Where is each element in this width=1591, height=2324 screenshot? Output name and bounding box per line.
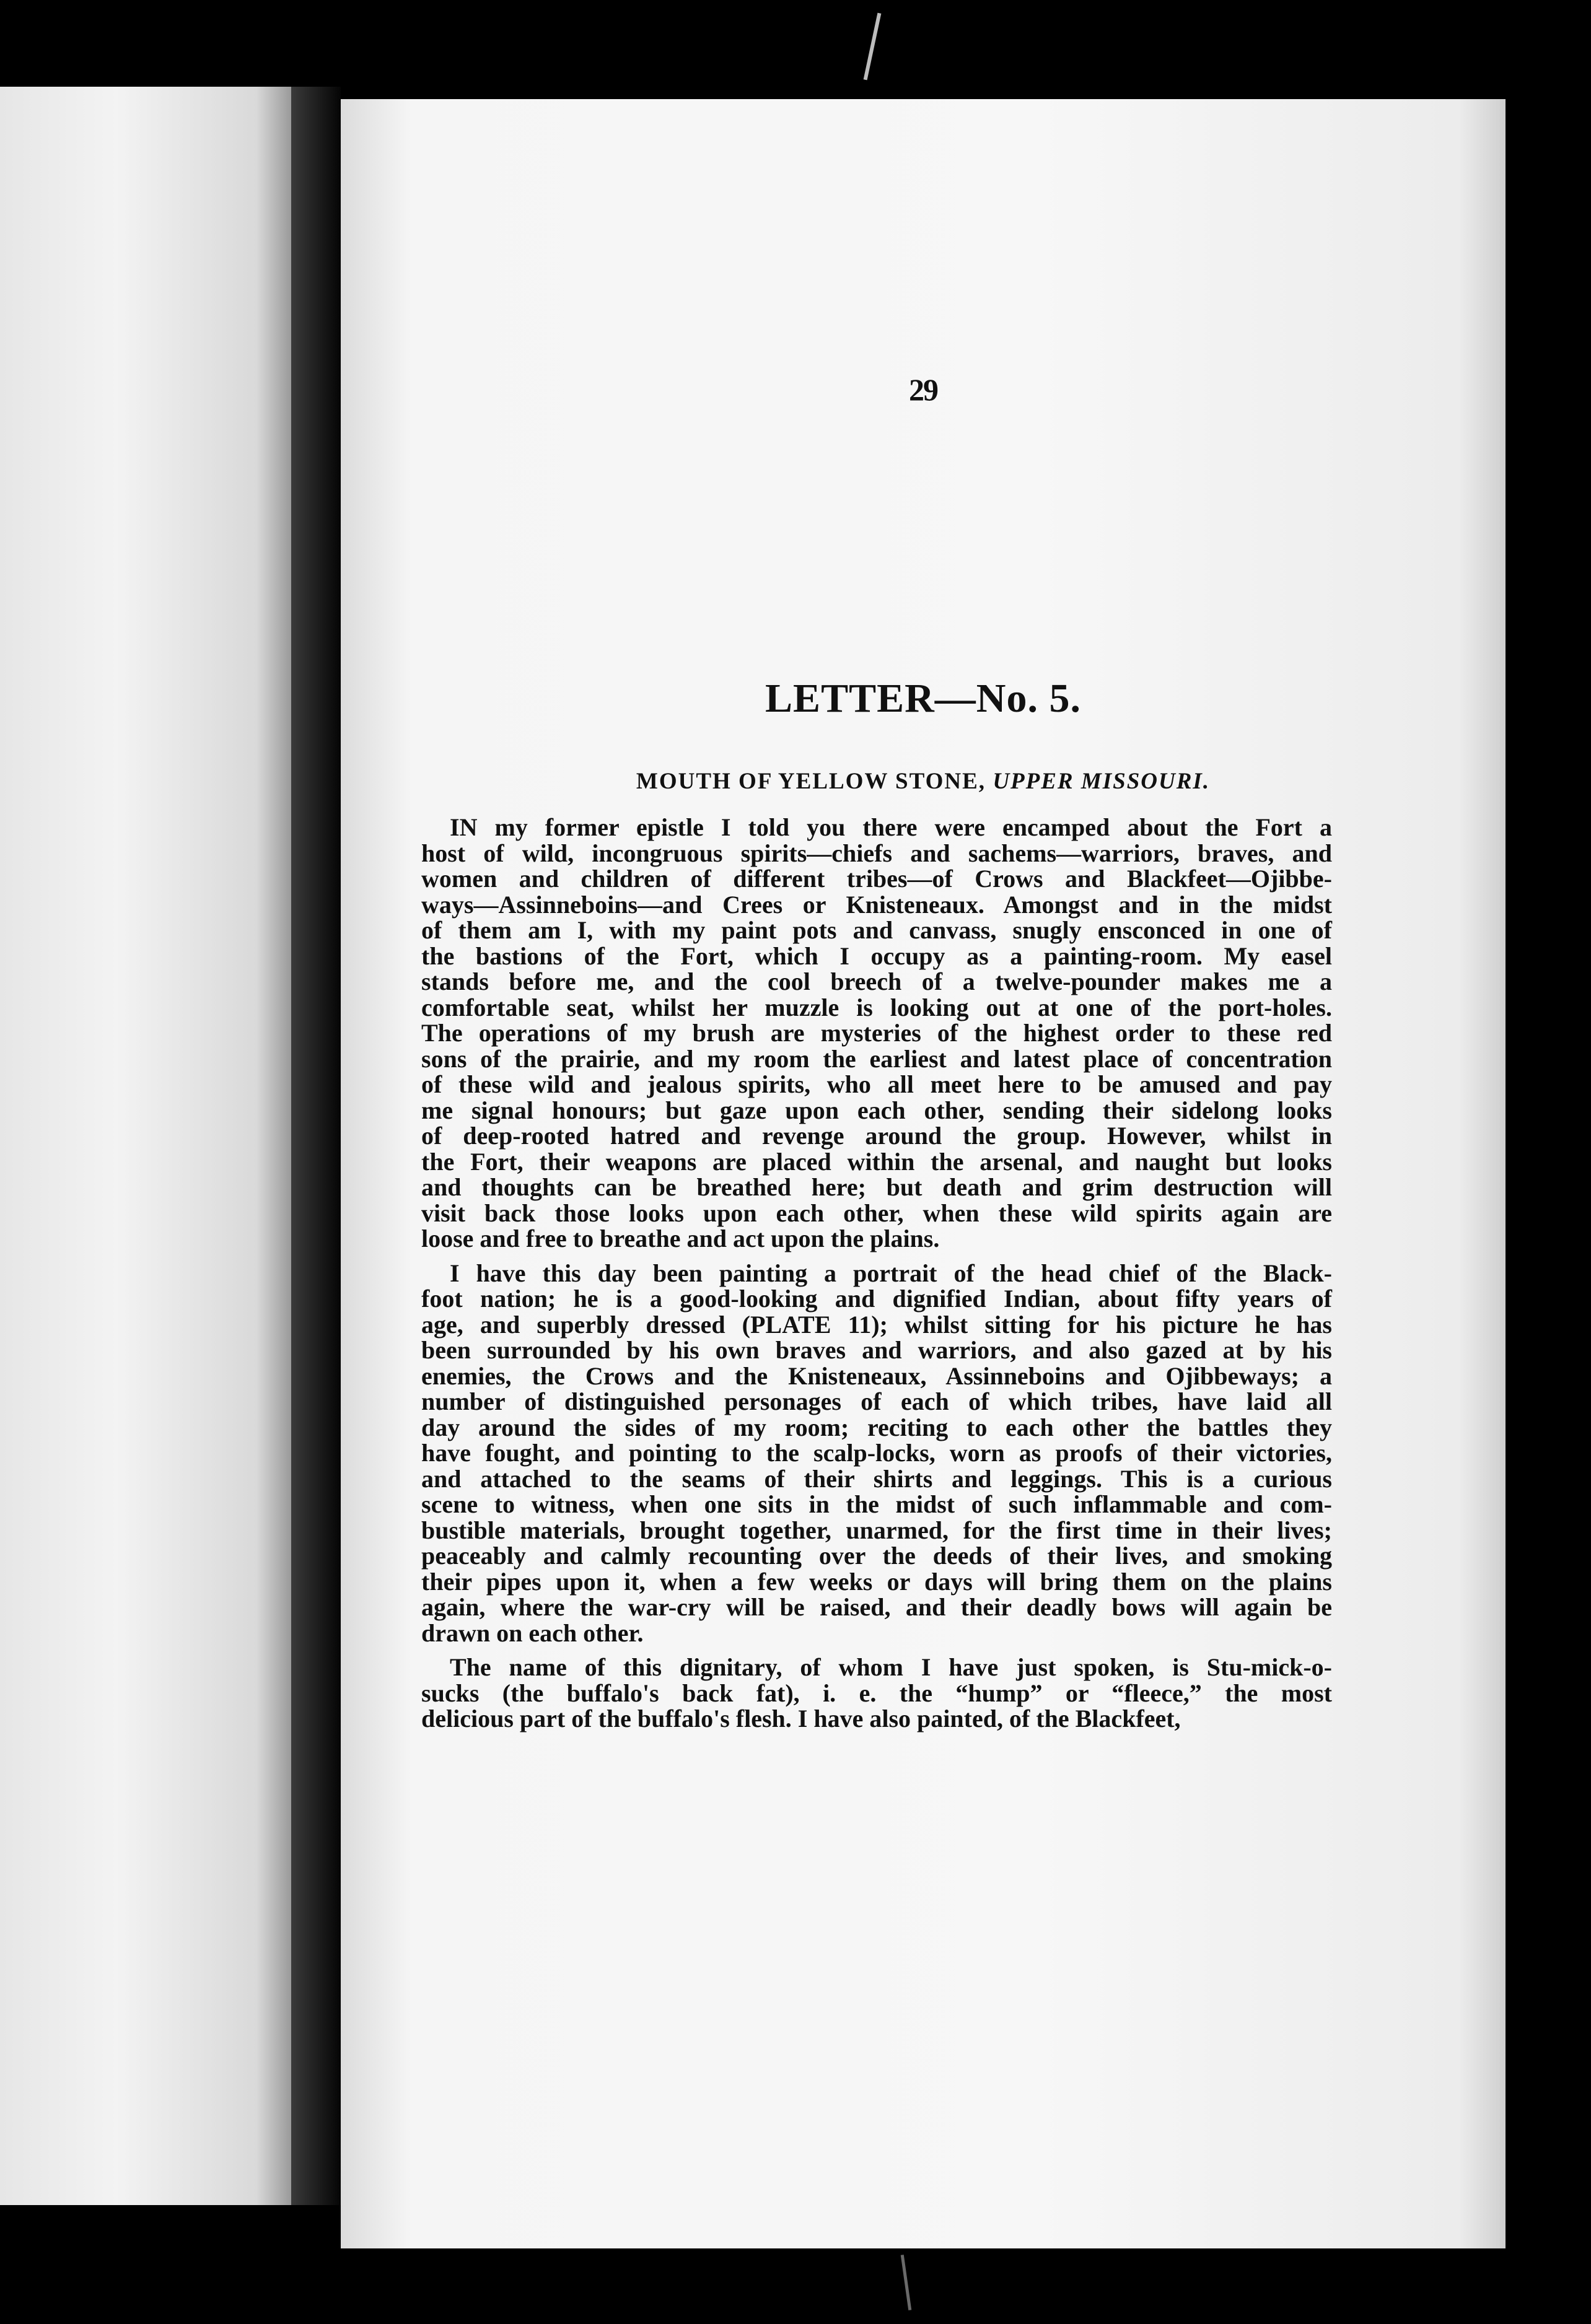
text-line: again, where the war-cry will be raised, and their deadly bows will again be [421,1593,1332,1621]
text-line: stands before me, and the cool breech of a twelve-pounder makes me a [421,968,1332,995]
facing-page [0,87,291,2205]
text-line: their pipes upon it, when a few weeks or days will bring them on the plains [421,1567,1332,1596]
text-line: and thoughts can be breathed here; but death and grim destruction will [421,1173,1332,1201]
text-line: the Fort, their weapons are placed within the arsenal, and naught but looks [421,1147,1332,1176]
text-line: number of distinguished personages of each of which tribes, have laid all [421,1387,1332,1415]
text-line: enemies, the Crows and the Knisteneaux, Assinneboins and Ojibbeways; a [421,1361,1332,1390]
text-line: delicious part of the buffalo's flesh. I have also painted, of the Blackfeet, [421,1705,1181,1732]
text-line: host of wild, incongruous spirits—chiefs and sachems—warriors, braves, and [421,839,1332,867]
text-line: The operations of my brush are mysteries of the highest order to these red [421,1019,1332,1047]
text-line: foot nation; he is a good-looking and dignified Indian, about fifty years of [421,1285,1332,1313]
text-line: The name of this dignitary, of whom I have just spoken, is Stu-mick-o- [450,1653,1332,1681]
page-number: 29 [909,372,937,407]
text-line: peaceably and calmly recounting over the deeds of their lives, and smoking [421,1542,1332,1570]
text-line: bustible materials, brought together, unarmed, for the first time in their lives; [421,1516,1332,1544]
place-heading [341,768,1506,795]
text-line: ways—Assinneboins—and Crees or Knisteneaux. Amongst and in the midst [421,890,1332,919]
heading-region: UPPER MISSOURI. [993,769,1211,794]
book-page [341,99,1506,2248]
text-line: and attached to the seams of their shirts and leggings. This is a curious [421,1464,1332,1493]
text-line: of deep-rooted hatred and revenge around the group. However, whilst in [421,1122,1332,1150]
scan-mark-bottom [901,2255,911,2310]
text-line: loose and free to breathe and act upon the plains. [421,1225,940,1252]
text-line: visit back those looks upon each other, when these wild spirits again are [421,1199,1332,1227]
text-line: I have this day been painting a portrait of the head chief of the Black- [450,1259,1332,1287]
text-line: of these wild and jealous spirits, who all meet here to be amused and pay [421,1070,1332,1098]
letter-body [421,815,1332,1732]
text-line: have fought, and pointing to the scalp-locks, worn as proofs of their victories, [421,1439,1332,1467]
text-line: age, and superbly dressed (PLATE 11); whilst sitting for his picture he has [421,1310,1332,1339]
text-line: sucks (the buffalo's back fat), i. e. the “hump” or “fleece,” the most [421,1679,1332,1707]
text-line: comfortable seat, whilst her muzzle is looking out at one of the port-holes. [421,993,1332,1021]
text-line: drawn on each other. [421,1618,644,1647]
text-line: sons of the prairie, and my room the earliest and latest place of concentration [421,1044,1332,1073]
text-line: scene to witness, when one sits in the midst of such inflammable and com- [421,1490,1332,1518]
text-line: day around the sides of my room; reciting to each other the battles they [421,1413,1332,1441]
text-line: women and children of different tribes—of Crows and Blackfeet—Ojibbe- [421,865,1332,893]
scan-mark-top [864,13,882,81]
text-line: IN my former epistle I told you there were encamped about the Fort a [450,813,1332,841]
letter-title: LETTER—No. 5. [765,676,1081,721]
text-line: me signal honours; but gaze upon each other, sending their sidelong looks [421,1096,1332,1124]
text-line: of them am I, with my paint pots and canvass, snugly ensconced in one of [421,916,1332,944]
text-line: the bastions of the Fort, which I occupy as a painting-room. My easel [421,941,1332,970]
gutter-shadow [291,87,341,2205]
text-line: been surrounded by his own braves and warriors, and also gazed at by his [421,1336,1332,1364]
heading-place: MOUTH OF YELLOW STONE, [636,769,986,794]
